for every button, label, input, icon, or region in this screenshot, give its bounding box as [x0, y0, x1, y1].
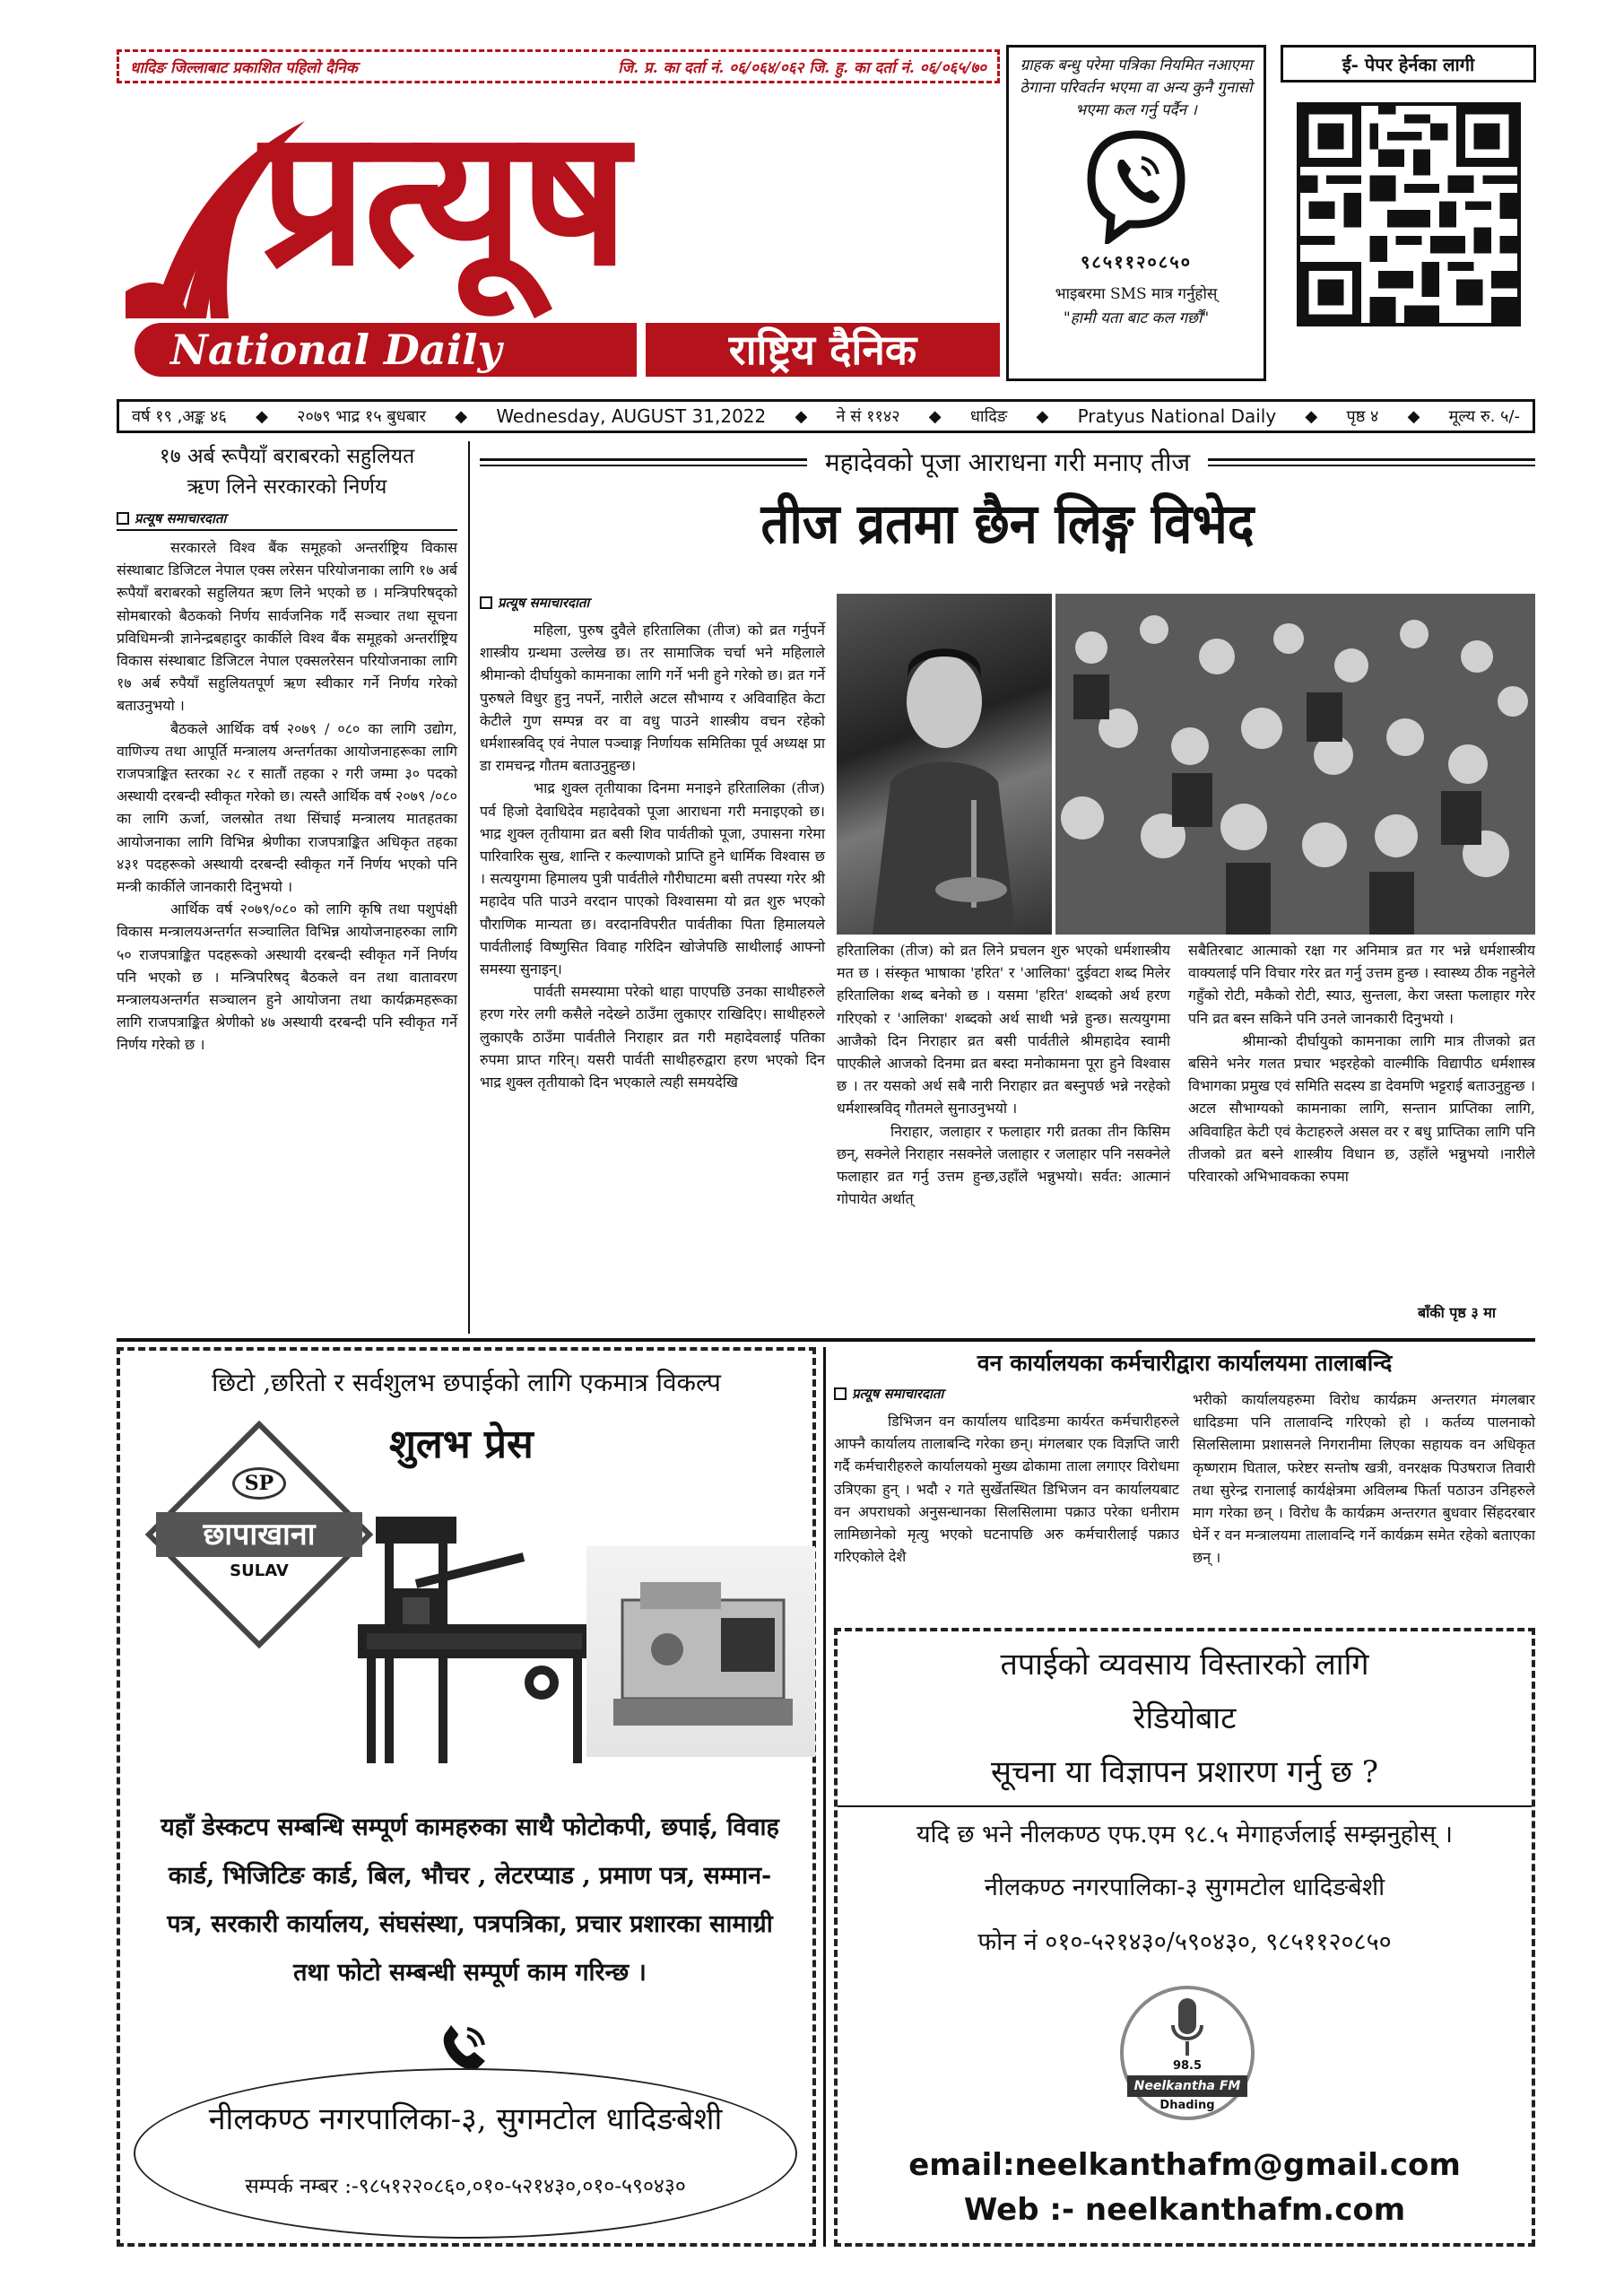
- byline: प्रत्यूष समाचारदाता: [480, 594, 614, 613]
- bullet-icon: ◆: [1305, 406, 1318, 426]
- masthead: [117, 49, 1000, 377]
- logo-chhapakhana: छापाखाना: [156, 1512, 362, 1557]
- byline: प्रत्यूष समाचारदाता: [834, 1385, 1179, 1405]
- paragraph: भाद्र शुक्ल तृतीयाका दिनमा मनाइने हरितालिका (तीज) पर्व हिजो देवाधिदेव महादेवको पूजा आराधना गरी मनाइएको छ। भाद्र शुक्ल तृतीयामा व्रत बसी शिव पार्वतीको पूजा, उपासना गरेमा पारिवारिक सुख, शान्ति र कल्याणको प्राप्ति हुने धार्मिक विश्वास छ । सत्ययुगमा हिमालय पुत्री पार्वतीले गौरीघाटमा बसी तपस्या गरेर श्री महादेव पति पाउने वरदान पाएको विश्वासमा यो व्रत शुरु भएको पौराणिक मान्यता छ। वरदानविपरीत पार्वतीका पिता हिमालयले पार्वतीलाई विष्णुसित विवाह गरिदिन खोजेपछि साथीलाई आफ्नो समस्या सुनाइन्।: [480, 779, 825, 978]
- viber-sms-note: भाइबरमा SMS मात्र गर्नुहोस्: [1055, 285, 1218, 303]
- paragraph: भरीको कार्यालयहरुमा विरोध कार्यक्रम अन्तरगत मंगलबार धादिङमा पनि तालावन्दि गरिएको हो । कर्तव्य पालनाको सिलसिलामा प्रशासनले निगरानीमा लिएका सहायक वन अधिकृत कृष्णराम घिताल, फरेष्टर सन्तोष खत्री, वनरक्षक पिउषराज तिवारी तथा सुरेन्द्र रानालाई कार्यक्षेत्रमा अविलम्ब फिर्ता पठाउन उनिहरुले माग गरेका छन् । विरोध कै कार्यक्रम अन्तरगत बुधवार सिंहदरबार घेर्ने र वन मन्त्रालयमा तालावन्दि गर्ने कार्यक्रम समेत रहेको बताएका छन् ।: [1193, 1391, 1535, 1567]
- bullet-icon: ◆: [455, 406, 468, 426]
- paragraph: महिला, पुरुष दुवैले हरितालिका (तीज) को व्रत गर्नुपर्ने शास्त्रीय ग्रन्थमा उल्लेख छ। तर सामाजिक चर्चा भने महिलाले श्रीमान्को दीर्घायुको कामनाका लागि गर्ने भनी हुने गरेको छ। व्रत गर्ने पुरुषले विधुर हुनु नपर्ने, नारीले अटल सौभाग्य र अविवाहित केटा केटीले गुण सम्पन्न वर वा वधु पाउने शास्त्रीय वचन रहेको धर्मशास्त्रविद् एवं नेपाल पञ्चाङ्ग निर्णायक समितिका पूर्व अध्यक्ष प्रा डा रामचन्द्र गौतम बताउनुहुन्छ।: [480, 622, 825, 775]
- logo-text: प्रत्यूष: [260, 86, 626, 308]
- epaper-qr-code[interactable]: [1297, 102, 1521, 326]
- teej-column-1: [480, 594, 825, 1093]
- continued-note: बाँकी पृष्ठ ३ मा: [1412, 1302, 1501, 1322]
- byline: प्रत्यूष समाचारदाता: [117, 509, 457, 531]
- epaper-label: ई- पेपर हेर्नका लागी: [1281, 45, 1536, 83]
- left-article: [117, 441, 457, 1334]
- radio-line-4: यदि छ भने नीलकण्ठ एफ.एम ९८.५ मेगाहर्जलाई सम्झनुहोस् ।: [916, 1821, 1454, 1848]
- paragraph: डिभिजन वन कार्यालय धादिङमा कार्यरत कर्मचारीहरुले आफ्नै कार्यालय तालाबन्दि गरेका छन्। मंगलबार एक विज्ञप्ति जारी गर्दै कर्मचारीहरुले कार्यालयको मुख्य ढोकामा ताला लगाएर विरोधमा उत्रिएका हुन् । भदौ २ गते सुर्खेतस्थित डिभिजन वन कार्यालयबाट वन अपराधको अनुसन्धानका सिलसिलामा पक्राउ परेका धनीराम लामिछानेको मृत्यु भएको घटनापछि अरु कर्मचारीलाई पक्राउ गरिएकोले देशै: [834, 1413, 1179, 1566]
- paragraph: आर्थिक वर्ष २०७९/०८० को लागि कृषि तथा पशुपंक्षी विकास मन्त्रालयअन्तर्गत सञ्चालित विभिन्न आयोजनाहरुका लागि ५० राजपत्राङ्कित पदहरूको अस्थायी दरबन्दी स्वीकृत गर्ने निर्णय पनि भएको छ । मन्त्रिपरिषद् बैठकले वन तथा वातावरण मन्त्रालयअन्तर्गत सञ्चालन हुने आयोजना तथा कार्यक्रमहरूका लागि राजपत्राङ्कित श्रेणीको ४७ अस्थायी दरबन्दी पनि स्वीकृत गर्ने निर्णय गरेको छ ।: [117, 900, 457, 1054]
- radio-line-5: नीलकण्ठ नगरपालिका-३ सुगमटोल धादिङबेशी: [984, 1874, 1385, 1901]
- radio-advertisement: [834, 1628, 1535, 2247]
- press-address: नीलकण्ठ नगरपालिका-३, सुगमटोल धादिङबेशी: [208, 2101, 723, 2137]
- radio-line-6: फोन नं ०१०-५२१४३०/५९०४३०, ९८५११२०८५०: [977, 1928, 1392, 1956]
- column-divider: [823, 1347, 826, 2247]
- forest-article: [834, 1347, 1535, 1616]
- phone-icon: [439, 2023, 489, 2074]
- radio-email[interactable]: email:neelkanthafm@gmail.com: [908, 2147, 1461, 2183]
- teej-article: [480, 441, 1535, 1334]
- paragraph: सबैतिरबाट आत्माको रक्षा गर अनिमात्र व्रत गर भन्ने धर्मशास्त्रीय वाक्यलाई पनि विचार गरेर व्रत गर्नु उत्तम हुन्छ । स्वास्थ्य ठीक नहुनेले गहुँको रोटी, मकैको रोटी, स्याउ, सुन्तला, केरा जस्ता फलाहार गरेर पनि व्रत बस्न सकिने पनि उनले जानकारी दिनुभयो ।: [1188, 942, 1535, 1027]
- press-advertisement: [117, 1347, 816, 2247]
- national-daily-label: National Daily: [170, 326, 502, 374]
- teej-column-2: [837, 939, 1170, 1210]
- paragraph: श्रीमान्को दीर्घायुको कामनाका लागि मात्र तीजको व्रत बसिने भनेर गलत प्रचार भइरहेको वाल्मीकि विद्यापीठ धर्मशास्त्र विभागका प्रमुख एवं समिति सदस्य डा देवमणि भट्टराई बताउनुहुन्छ । अटल सौभाग्यको कामनाका लागि, सन्तान प्राप्तिका लागि, अविवाहित केटी एवं केटाहरुले असल वर र बधु प्राप्तिका लागि पनि तीजको व्रत बस्ने शास्त्रीय विधान छ, उहाँले भन्नुभयो ।नारीले परिवारको अभिभावकका रुपमा: [1188, 1031, 1535, 1186]
- byline-square-icon: [834, 1387, 847, 1400]
- national-daily-banner: [135, 323, 637, 377]
- fm-frequency: 98.5: [1172, 2059, 1203, 2073]
- radio-line-3: सूचना या विज्ञापन प्रशारण गर्नु छ ?: [991, 1754, 1378, 1790]
- byline-square-icon: [480, 596, 492, 609]
- logo-sulav: SULAV: [230, 1561, 289, 1580]
- customer-notice-text: ग्राहक बन्धु परेमा पत्रिका नियमित नआएमा ठेगाना परिवर्तन भएमा वा अन्य कुनै गुनासो भएमा कल गर्नु पर्दैन ।: [1020, 57, 1253, 119]
- teej-column-3: [1188, 939, 1535, 1187]
- byline-square-icon: [117, 512, 129, 525]
- fm-name: Neelkantha FM: [1127, 2075, 1247, 2097]
- bullet-icon: ◆: [256, 406, 268, 426]
- nepali-date: २०७९ भाद्र १५ बुधबार: [297, 407, 427, 426]
- teej-photo-crowd: [1055, 594, 1535, 935]
- paragraph: सरकारले विश्व बैंक समूहको अन्तर्राष्ट्रिय विकास संस्थाबाट डिजिटल नेपाल एक्स लरेसन परियोजनाका लागि १७ अर्ब रूपैयाँ बराबरको सहुलियत ऋण लिने भएको छ । मन्त्रिपरिषद्को सोमबारको बैठकको निर्णय सार्वजनिक गर्दै सञ्चार तथा सूचना प्रविधिमन्त्री ज्ञानेन्द्रबहादुर कार्कीले विश्व बैंक समूहको अन्तर्राष्ट्रिय विकास संस्थाबाट डिजिटल नेपाल एक्सलरेसन परियोजनाका लागि १७ अर्ब रुपैयाँ सहुलियतपूर्ण ऋण स्वीकार गर्ने निर्णय गरेको बताउनुभयो ।: [117, 539, 457, 715]
- woman-silhouette-icon: [837, 594, 1052, 935]
- microphone-icon: [1169, 1998, 1205, 2061]
- radio-line-1: तपाईको व्यवसाय विस्तारको लागि: [1000, 1647, 1369, 1683]
- nepal-sambat: ने सं ११४२: [836, 407, 900, 426]
- kicker-rule-right: [1208, 458, 1535, 466]
- paragraph: हरितालिका (तीज) को व्रत लिने प्रचलन शुरु भएको धर्मशास्त्रीय मत छ । संस्कृत भाषाका 'हरित' र 'आलिका' दुईवटा शब्द मिलेर हरितालिका शब्द बनेको छ । यसमा 'हरित' शब्दको अर्थ हरण गरिएको र 'आलिका' शब्दको अर्थ साथी भन्ने हुन्छ। सत्ययुगमा आजैको दिन निराहार व्रत बसी पार्वतीले श्रीमहादेव स्वामी पाएकीले आजको दिनमा व्रत बस्दा मनोकामना पूरा हुने विश्वास छ । तर यसको अर्थ सबै नारी निराहार व्रत बस्नुपर्छ भन्ने नरहेको धर्मशास्त्रविद् गौतमले सुनाउनुभयो ।: [837, 942, 1170, 1118]
- rastriya-dainik-label: राष्ट्रिय दैनिक: [728, 326, 917, 374]
- bullet-icon: ◆: [795, 406, 808, 426]
- logo-sp: SP: [232, 1467, 286, 1500]
- radio-website[interactable]: Web :- neelkanthafm.com: [963, 2192, 1406, 2228]
- paper-name: Pratyus National Daily: [1077, 405, 1277, 427]
- neelkantha-fm-logo: [1111, 1986, 1264, 2129]
- page-number: पृष्ठ ४: [1346, 407, 1379, 426]
- crowd-icon: [1055, 594, 1535, 935]
- offset-press-icon: [586, 1546, 815, 1757]
- press-contact-oval: [134, 2068, 797, 2239]
- qr-code-icon: [1300, 106, 1517, 323]
- first-daily-notice: धादिङ जिल्लाबाट प्रकाशित पहिलो दैनिक: [130, 58, 358, 77]
- radio-line-2: रेडियोबाट: [1133, 1700, 1237, 1736]
- forest-column-2: [1193, 1388, 1535, 1570]
- top-notice-bar: [117, 49, 1000, 83]
- fm-place: Dhading: [1159, 2099, 1215, 2112]
- place-name: धादिङ: [969, 407, 1008, 426]
- column-divider: [468, 441, 470, 1334]
- kicker-rule-left: [480, 458, 807, 466]
- bullet-icon: ◆: [928, 406, 942, 426]
- english-date: Wednesday, AUGUST 31,2022: [496, 405, 767, 427]
- press-services: यहाँ डेस्कटप सम्बन्धि सम्पूर्ण कामहरुका साथै फोटोकपी, छपाई, विवाह कार्ड, भिजिटिङ कार्ड, बिल, भौचर , लेटरप्याड , प्रमाण पत्र, सम्मान-पत्र, सरकारी कार्यालय, संघसंस्था, पत्रपत्रिका, प्रचार प्रशारका सामाग्री तथा फोटो सम्बन्धी सम्पूर्ण काम गरिन्छ ।: [161, 1813, 779, 1987]
- registration-number: जि. प्र. का दर्ता नं. ०६/०६४/०६२ जि. हु. का दर्ता नं. ०६/०६५/७०: [618, 58, 986, 77]
- teej-kicker: महादेवको पूजा आराधना गरी मनाए तीज: [824, 448, 1191, 477]
- section-divider: [117, 1338, 1535, 1342]
- old-printing-press-icon: [326, 1503, 613, 1772]
- bullet-icon: ◆: [1036, 406, 1049, 426]
- rastriya-dainik-banner: [646, 323, 1000, 377]
- paragraph: पार्वती समस्यामा परेको थाहा पाएपछि उनका साथीहरुले हरण गरेर लगी कसैले नदेख्ने ठाउँमा लुकाएर राखिदिए। साथीहरुले लुकाएकै ठाउँमा पार्वतीले निराहार व्रत गरी महादेवलाई पतिका रुपमा प्राप्त गरिन्। यसरी पार्वती साथीहरुद्वारा हरण भएको दिन भाद्र शुक्ल तृतीयाको दिन भएकाले त्यही समयदेखि: [480, 983, 825, 1091]
- press-name: शुलभ प्रेस: [389, 1422, 534, 1467]
- epaper-box: [1281, 45, 1536, 381]
- price: मूल्य रु. ५/-: [1448, 407, 1520, 426]
- radio-divider: [838, 1805, 1532, 1807]
- viber-number: ९८५११२०८५०: [1081, 251, 1192, 273]
- viber-phone-icon: [1082, 127, 1190, 244]
- volume-issue: वर्ष १९ ,अङ्क ४६: [132, 407, 227, 426]
- forest-column-1: [834, 1410, 1179, 1568]
- paragraph: निराहार, जलाहार र फलाहार गरी व्रतका तीन किसिम छन्, सक्नेले निराहार नसक्नेले जलाहार र जलाहार पनि नसक्नेले फलाहार व्रत गर्नु उत्तम हुन्छ,उहाँले भन्नुभयो। सर्वत: आत्मानं गोपायेत अर्थात्: [837, 1122, 1170, 1208]
- dateline-bar: [117, 399, 1535, 433]
- teej-headline: तीज व्रतमा छैन लिङ्ग विभेद: [760, 491, 1255, 557]
- forest-headline: वन कार्यालयका कर्मचारीद्वारा कार्यालयमा तालाबन्दि: [977, 1350, 1393, 1376]
- offset-press-photo: [586, 1546, 815, 1757]
- left-headline-2: ऋण लिने सरकारको निर्णय: [187, 475, 387, 499]
- press-contact-number: सम्पर्क नम्बर :-९८५१२२०८६०,०१०-५२१४३०,०१०-५९०४३०: [245, 2175, 686, 2198]
- teej-photo-woman-praying: [837, 594, 1052, 935]
- we-call-note: "हामी यता बाट कल गर्छौं": [1063, 309, 1210, 327]
- press-tagline: छिटो ,छरितो र सर्वशुलभ छपाईको लागि एकमात्र विकल्प: [212, 1368, 721, 1397]
- paragraph: बैठकले आर्थिक वर्ष २०७९ / ०८० का लागि उद्योग, वाणिज्य तथा आपूर्ति मन्त्रालय अन्तर्गतका आयोजनाहरूका लागि राजपत्राङ्कित स्तरका २८ र सातौं तहका २ गरी जम्मा ३० पदको अस्थायी दरबन्दी स्वीकृत गरेको छ। त्यस्तै आर्थिक वर्ष २०७९ /०८० का लागि ऊर्जा, जलस्रोत तथा सिंचाई मन्त्रालय मातहतका आयोजनाका लागि विभिन्न श्रेणीका राजपत्राङ्कित अधिकृत तहका ४३१ पदहरूको अस्थायी दरबन्दी स्वीकृत गर्ने निर्णय भएको पनि मन्त्री कार्कीले जानकारी दिनुभयो ।: [117, 719, 457, 896]
- left-article-body: [117, 536, 457, 1057]
- customer-notice-box: [1006, 45, 1266, 381]
- bullet-icon: ◆: [1407, 406, 1420, 426]
- left-headline-1: १७ अर्ब रूपैयाँ बराबरको सहुलियत: [159, 445, 415, 468]
